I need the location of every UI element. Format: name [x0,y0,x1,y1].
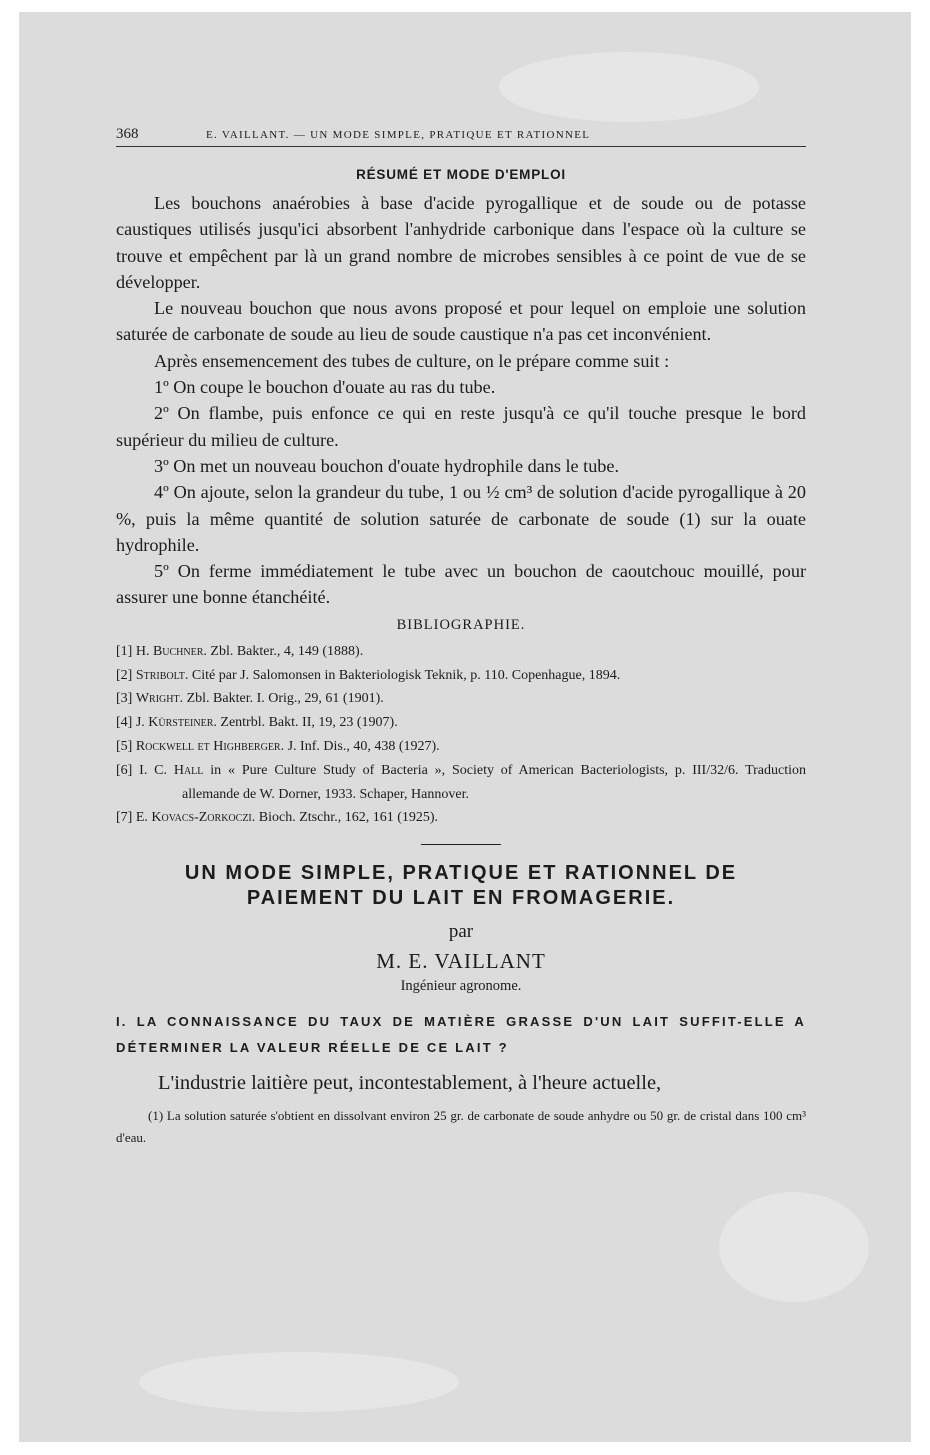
reference-item [116,806,806,830]
reference-text: Bioch. Ztschr., 162, 161 (1925). [258,810,439,826]
reference-item [116,640,806,664]
reference-item [116,711,806,735]
page-number: 368 [116,126,139,142]
summary-paragraph: Après ensemencement des tubes de culture, on le prépare comme suit : [154,350,670,371]
reference-author: Rockwell et Highberger. [135,738,285,754]
step-4: 4º On ajoute, selon la grandeur du tube, 1 ou ½ cm³ de solution d'acide pyrogallique à 20 %, puis la même quantité de solution saturée de carbonate de soude (1) sur la ouate hydrophile. [116,482,806,555]
bibliography-list [116,640,806,830]
article-title [116,861,806,911]
reference-item [116,735,806,759]
footnote: (1) La solution saturée s'obtient en dissolvant environ 25 gr. de carbonate de soude anhydre ou 50 gr. de cristal dans 100 cm³ d'eau. [116,1108,806,1146]
reference-item [116,759,806,807]
reference-author: Stribolt. [135,667,189,683]
scan-artifact [719,1192,869,1302]
reference-text: Zbl. Bakter., 4, 149 (1888). [210,643,364,659]
step-5: 5º On ferme immédiatement le tube avec un bouchon de caoutchouc mouillé, pour assurer une bonne étanchéité. [116,561,806,608]
reference-item [116,687,806,711]
step-3: 3º On met un nouveau bouchon d'ouate hydrophile dans le tube. [154,455,620,476]
step-2: 2º On flambe, puis enfonce ce qui en reste jusqu'à ce qu'il touche presque le bord supérieur du milieu de culture. [116,403,806,450]
article-title-line: PAIEMENT DU LAIT EN FROMAGERIE. [246,887,676,910]
summary-paragraph: Les bouchons anaérobies à base d'acide pyrogallique et de soude ou de potasse caustiques utilisés jusqu'ici absorbent l'anhydride carbonique dans l'espace où la culture se trouve et empêchent par là un grand nombre de microbes sensibles à ce point de vue de se développer. [116,193,806,292]
reference-author: E. Kovacs-Zorkoczi. [135,810,256,826]
section-divider [421,844,501,845]
byline: par [448,921,474,943]
reference-author: Wright. [135,691,184,707]
author-affiliation: Ingénieur agronome. [400,978,522,995]
reference-text: Zentrbl. Bakt. II, 19, 23 (1907). [220,715,398,731]
reference-number: [1] [116,643,133,659]
summary-title: RÉSUMÉ ET MODE D'EMPLOI [356,167,566,182]
author-name: M. E. VAILLANT [376,949,546,974]
step-1: 1º On coupe le bouchon d'ouate au ras du tube. [154,377,496,398]
reference-text: Zbl. Bakter. I. Orig., 29, 61 (1901). [186,691,384,707]
reference-number: [3] [116,691,133,707]
article-title-line: UN MODE SIMPLE, PRATIQUE ET RATIONNEL DE [184,862,738,885]
reference-author: J. Kürsteiner. [135,715,217,731]
scan-artifact [139,1352,459,1412]
reference-author: I. C. Hall [139,762,204,778]
reference-number: [5] [116,738,133,754]
reference-number: [2] [116,667,133,683]
reference-text: J. Inf. Dis., 40, 438 (1927). [287,738,440,754]
article-first-line: L'industrie laitière peut, incontestablement, à l'heure actuelle, [158,1072,662,1095]
running-title: E. VAILLANT. — UN MODE SIMPLE, PRATIQUE ET RATIONNEL [206,129,591,141]
summary-paragraph: Le nouveau bouchon que nous avons proposé et pour lequel on emploie une solution saturée de carbonate de soude au lieu de soude caustique n'a pas cet inconvénient. [116,298,806,345]
reference-author: H. Buchner. [135,643,207,659]
scan-artifact [499,52,759,122]
reference-text: in « Pure Culture Study of Bacteria », Society of American Bacteriologists, p. III/32/6. Traduction allemande de W. Dorner, 1933. Schaper, Hannover. [182,762,806,802]
bibliography-title: BIBLIOGRAPHIE. [396,616,526,633]
reference-number: [4] [116,715,133,731]
reference-number: [6] [116,762,133,778]
reference-number: [7] [116,810,133,826]
reference-text: Cité par J. Salomonsen in Bakteriologisk Teknik, p. 110. Copenhague, 1894. [191,667,621,683]
section-heading: I. LA CONNAISSANCE DU TAUX DE MATIÈRE GRASSE D'UN LAIT SUFFIT-ELLE A DÉTERMINER LA VALEUR RÉELLE DE CE LAIT ? [116,1014,806,1056]
reference-item [116,664,806,688]
page-content [116,126,806,1149]
running-head [116,126,806,147]
